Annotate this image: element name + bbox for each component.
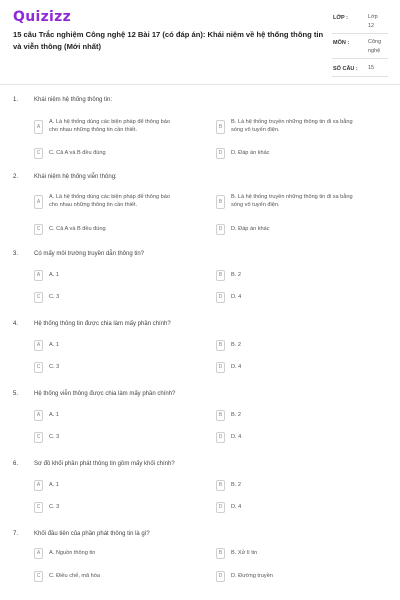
option-letter-box: A <box>34 410 43 421</box>
option-letter-box: C <box>34 502 43 513</box>
class-value-line2: 12 <box>368 23 375 29</box>
option-letter-box: A <box>34 480 43 491</box>
question-number: 3. <box>13 251 19 257</box>
subject-label: MÔN : <box>333 40 350 46</box>
option-letter-box: B <box>216 340 225 351</box>
option-text: C. Cả A và B đều đúng <box>49 225 106 232</box>
option-text: D. Đáp án khác <box>231 225 270 232</box>
option-letter-box: B <box>216 548 225 559</box>
question-number: 1. <box>13 97 19 103</box>
option-letter-box: A <box>34 548 43 559</box>
option-text: C. 3 <box>49 503 60 510</box>
option-text: C. 3 <box>49 293 60 300</box>
option-letter-box: D <box>216 432 225 443</box>
option-text: B. 2 <box>231 271 241 278</box>
subject-value-line1: Công <box>368 39 382 45</box>
option-text: A. 1 <box>49 271 59 278</box>
option-letter-box: A <box>34 340 43 351</box>
option-text: B. 2 <box>231 341 241 348</box>
worksheet-title: 15 câu Trắc nghiệm Công nghệ 12 Bài 17 (có đáp án): Khái niệm về hệ thống thông tin và viễn thông (Mới nhất) <box>13 30 324 51</box>
option-letter-box: C <box>34 292 43 303</box>
question-number: 6. <box>13 461 19 467</box>
question-number: 4. <box>13 321 19 327</box>
option-letter-box: D <box>216 292 225 303</box>
option-text: B. Là hệ thống truyền những thông tin đi xa bằng sóng vô tuyến điện. <box>231 194 353 208</box>
worksheet-header <box>0 0 400 85</box>
question-text: Khái niệm hệ thống viễn thông: <box>34 174 117 180</box>
question-text: Hệ thống thông tin được chia làm mấy phần chính? <box>34 321 171 327</box>
question-number: 2. <box>13 174 19 180</box>
question-text: Sơ đồ khối phần phát thông tin gồm mấy khối chính? <box>34 461 175 467</box>
option-letter-box: C <box>34 362 43 373</box>
option-letter-box: C <box>34 432 43 443</box>
option-text: B. 2 <box>231 481 241 488</box>
option-text: B. Là hệ thống truyền những thông tin đi xa bằng sóng vô tuyến điện. <box>231 119 353 133</box>
meta-divider <box>332 76 388 77</box>
option-text: B. 2 <box>231 411 241 418</box>
option-text: D. Đường truyền <box>231 572 273 579</box>
question-number: 5. <box>13 391 19 397</box>
subject-value-line2: nghệ <box>368 48 381 54</box>
class-label: LỚP : <box>333 15 348 21</box>
option-letter-box: B <box>216 270 225 281</box>
meta-divider <box>332 33 388 34</box>
option-text: A. Nguồn thông tin <box>49 549 96 556</box>
option-letter-box: C <box>34 571 43 582</box>
option-letter-box: D <box>216 502 225 513</box>
question-text: Khái niệm hệ thống thông tin: <box>34 97 113 103</box>
option-letter-box: A <box>34 120 43 134</box>
question-number: 7. <box>13 531 19 537</box>
option-text: D. 4 <box>231 293 242 300</box>
option-letter-box: D <box>216 571 225 582</box>
option-text: A. 1 <box>49 341 59 348</box>
option-text: A. Là hệ thống dùng các biện pháp để thông báo cho nhau những thông tin cần thiết. <box>49 119 170 133</box>
option-text: C. 3 <box>49 433 60 440</box>
option-text: A. 1 <box>49 481 59 488</box>
option-text: D. 4 <box>231 363 242 370</box>
question-count-value: 15 <box>368 65 375 71</box>
option-letter-box: C <box>34 224 43 235</box>
option-letter-box: C <box>34 148 43 159</box>
question-text: Khối đầu tiên của phần phát thông tin là gì? <box>34 531 150 537</box>
question-text: Có mấy môi trường truyền dẫn thông tin? <box>34 251 145 257</box>
option-letter-box: B <box>216 120 225 134</box>
option-letter-box: B <box>216 195 225 209</box>
option-letter-box: D <box>216 224 225 235</box>
option-text: A. 1 <box>49 411 59 418</box>
option-letter-box: D <box>216 148 225 159</box>
meta-divider <box>332 58 388 59</box>
option-text: D. 4 <box>231 503 242 510</box>
option-letter-box: A <box>34 270 43 281</box>
option-text: D. Đáp án khác <box>231 149 270 156</box>
question-text: Hệ thống viễn thông được chia làm mấy phần chính? <box>34 391 176 397</box>
question-count-label: SỐ CÂU : <box>333 66 358 72</box>
option-letter-box: B <box>216 480 225 491</box>
option-text: A. Là hệ thống dùng các biện pháp để thông báo cho nhau những thông tin cần thiết. <box>49 194 170 208</box>
option-letter-box: A <box>34 195 43 209</box>
option-letter-box: B <box>216 410 225 421</box>
class-value-line1: Lớp <box>368 14 378 20</box>
quizizz-logo[interactable]: Quizizz <box>13 9 72 25</box>
option-text: B. Xử lí tin <box>231 549 258 556</box>
option-text: C. 3 <box>49 363 60 370</box>
option-text: C. Điều chế, mã hóa <box>49 572 100 579</box>
option-letter-box: D <box>216 362 225 373</box>
option-text: C. Cả A và B đều đúng <box>49 149 106 156</box>
option-text: D. 4 <box>231 433 242 440</box>
